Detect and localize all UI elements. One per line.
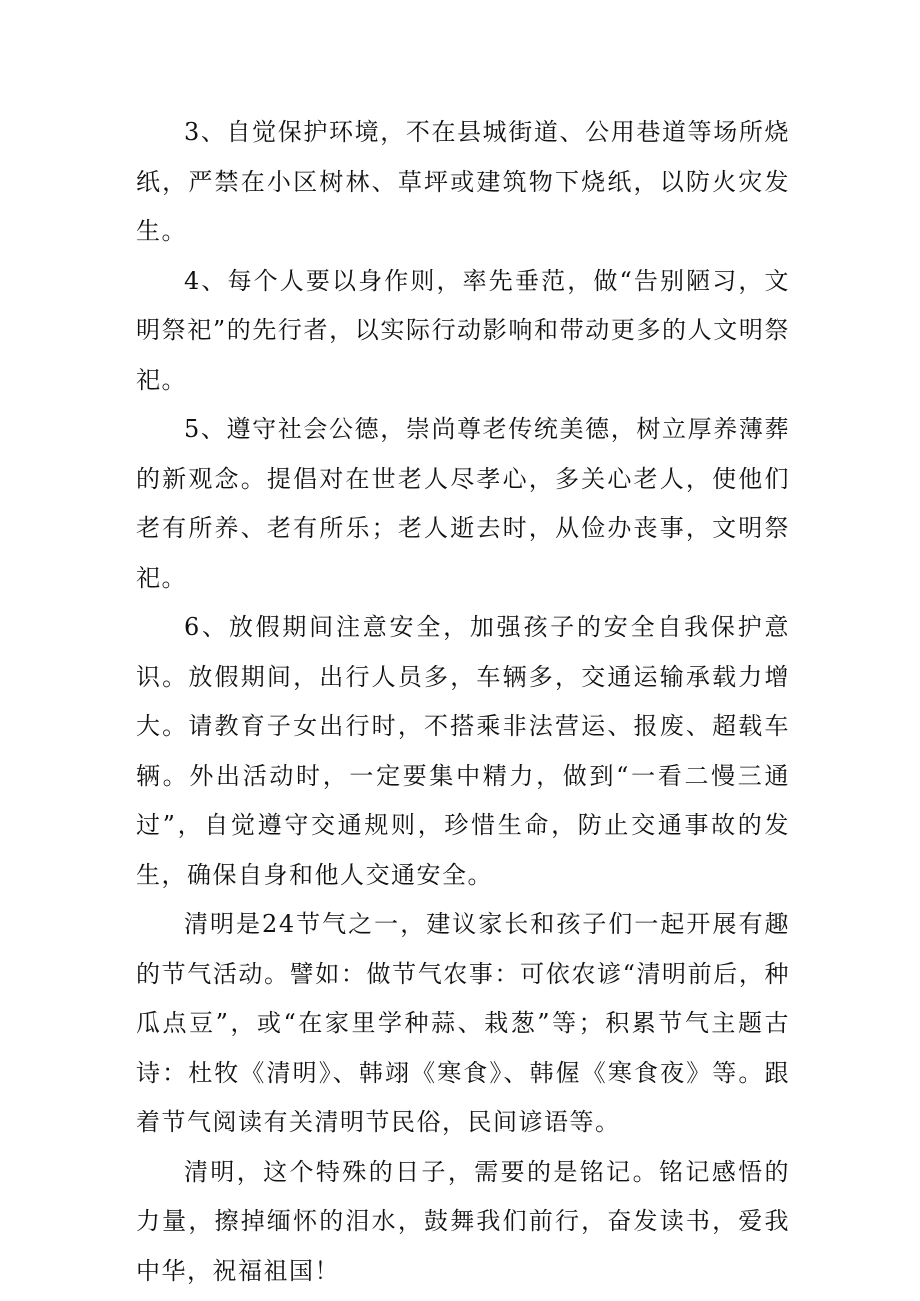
- document-body: [136, 108, 790, 1296]
- paragraph-closing: 清明，这个特殊的日子，需要的是铭记。铭记感悟的力量，擦掉缅怀的泪水，鼓舞我们前行，奋发读书，爱我中华，祝福祖国！: [136, 1157, 790, 1285]
- paragraph-qingming-activities: 清明是24节气之一，建议家长和孩子们一起开展有趣的节气活动。譬如：做节气农事：可依农谚“清明前后，种瓜点豆”，或“在家里学种蒜、栽葱”等；积累节气主题古诗：杜牧《清明》、韩翊《寒食》、韩偓《寒食夜》等。跟着节气阅读有关清明节民俗，民间谚语等。: [136, 910, 790, 1136]
- paragraph-item-6: 6、放假期间注意安全，加强孩子的安全自我保护意识。放假期间，出行人员多，车辆多，交通运输承载力增大。请教育子女出行时，不搭乘非法营运、报废、超载车辆。外出活动时，一定要集中精力，做到“一看二慢三通过”，自觉遵守交通规则，珍惜生命，防止交通事故的发生，确保自身和他人交通安全。: [136, 613, 790, 889]
- paragraph-item-3: 3、自觉保护环境，不在县城街道、公用巷道等场所烧纸，严禁在小区树林、草坪或建筑物下烧纸，以防火灾发生。: [136, 118, 790, 245]
- paragraph-item-5: 5、遵守社会公德，崇尚尊老传统美德，树立厚养薄葬的新观念。提倡对在世老人尽孝心，多关心老人，使他们老有所养、老有所乐；老人逝去时，从俭办丧事，文明祭祀。: [136, 415, 790, 592]
- paragraph-item-4: 4、每个人要以身作则，率先垂范，做“告别陋习，文明祭祀”的先行者，以实际行动影响和带动更多的人文明祭祀。: [136, 266, 790, 394]
